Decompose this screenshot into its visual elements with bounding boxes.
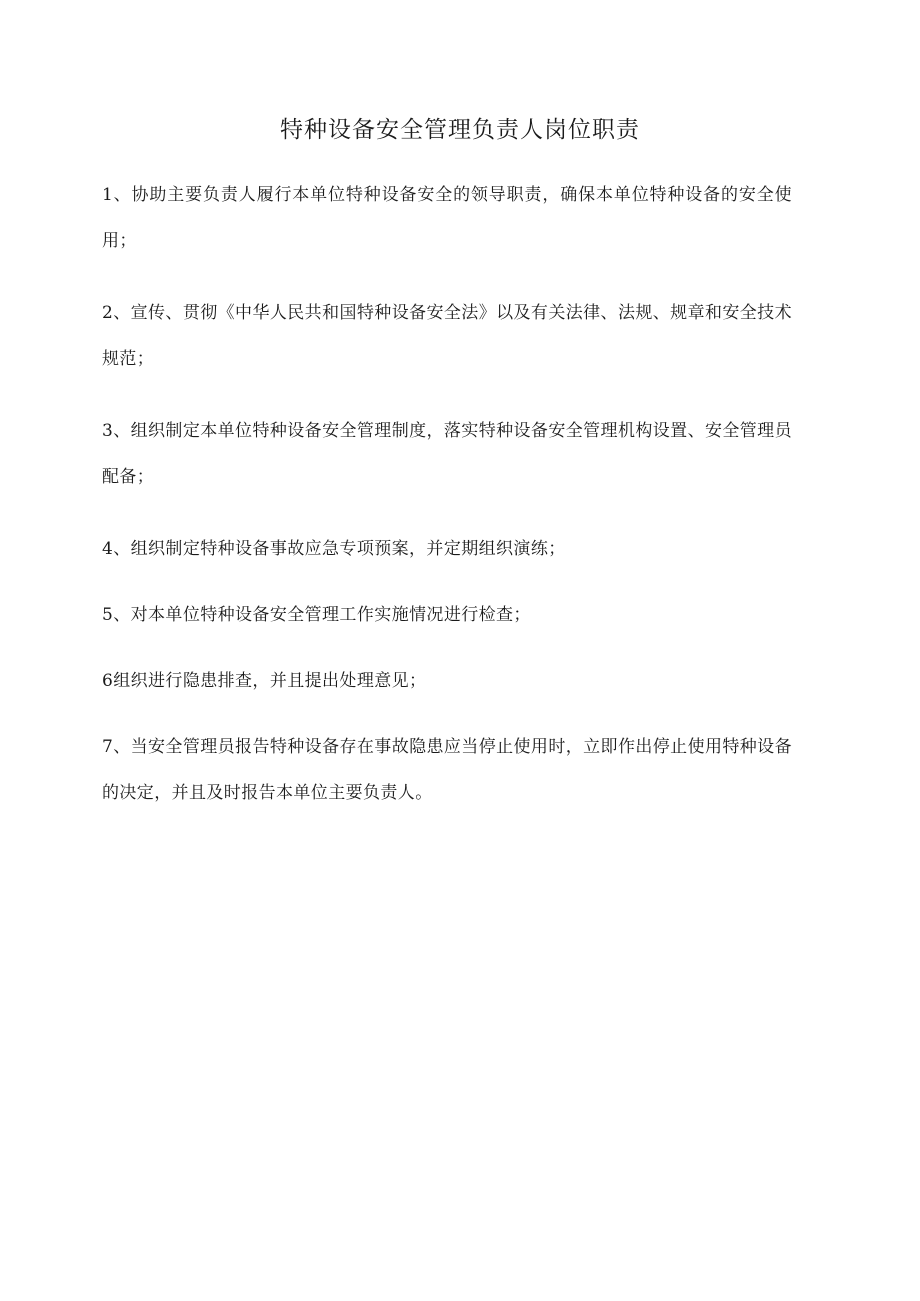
duty-list bbox=[102, 172, 792, 842]
duty-item-7: 7、当安全管理员报告特种设备存在事故隐患应当停止使用时，立即作出停止使用特种设备的决定，并且及时报告本单位主要负责人。 bbox=[102, 737, 792, 803]
duty-item-6: 6组织进行隐患排查，并且提出处理意见； bbox=[102, 671, 427, 691]
duty-item-5: 5、对本单位特种设备安全管理工作实施情况进行检查； bbox=[102, 605, 531, 625]
duty-item-2: 2、宣传、贯彻《中华人民共和国特种设备安全法》以及有关法律、法规、规章和安全技术规范； bbox=[102, 303, 792, 369]
duty-item-3: 3、组织制定本单位特种设备安全管理制度，落实特种设备安全管理机构设置、安全管理员配备； bbox=[102, 421, 792, 487]
duty-item-1: 1、协助主要负责人履行本单位特种设备安全的领导职责，确保本单位特种设备的安全使用； bbox=[102, 185, 792, 251]
duty-item-4: 4、组织制定特种设备事故应急专项预案，并定期组织演练； bbox=[102, 539, 566, 559]
document-title: 特种设备安全管理负责人岗位职责 bbox=[280, 117, 640, 143]
